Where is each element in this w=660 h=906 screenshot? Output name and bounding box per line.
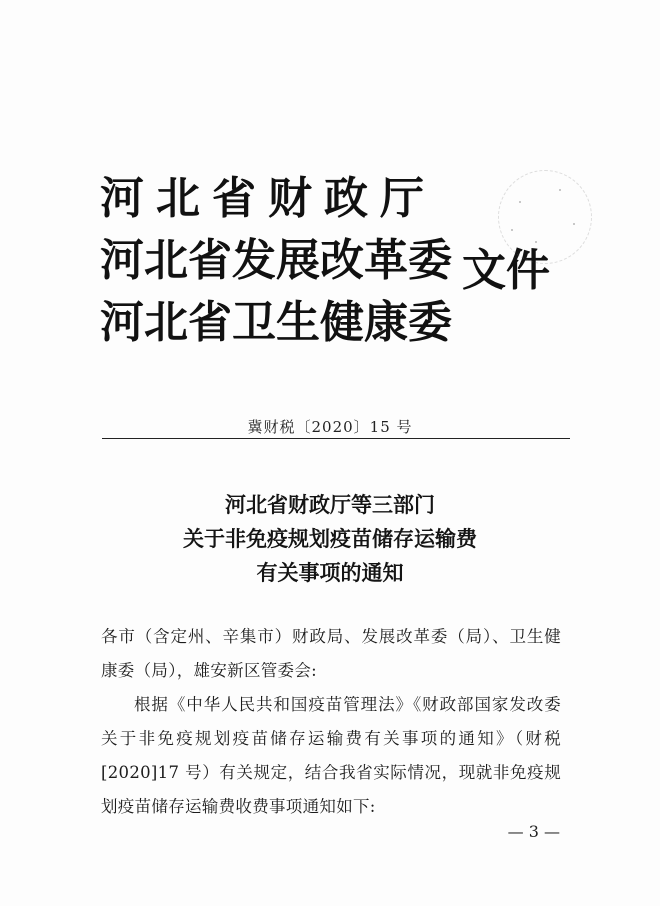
faint-seal-mark bbox=[498, 170, 592, 264]
salutation: 各市（含定州、辛集市）财政局、发展改革委（局）、卫生健康委（局），雄安新区管委会: bbox=[101, 627, 561, 680]
document-number: 冀财税〔2020〕15 号 bbox=[247, 418, 413, 436]
issuer-health-commission: 河北省卫生健康委 bbox=[100, 297, 452, 348]
document-suffix: 文件 bbox=[462, 245, 550, 296]
issuer-list bbox=[100, 168, 452, 354]
notice-title bbox=[0, 488, 660, 590]
notice-body bbox=[101, 620, 561, 824]
issuer-development-reform-commission: 河北省发展改革委 bbox=[100, 235, 452, 286]
title-line-3: 有关事项的通知 bbox=[256, 560, 404, 585]
title-line-1: 河北省财政厅等三部门 bbox=[225, 492, 435, 517]
body-paragraph-1: 根据《中华人民共和国疫苗管理法》《财政部国家发改委关于非免疫规划疫苗储存运输费有关事项的通知》（财税[2020]17 号）有关规定，结合我省实际情况，现就非免疫规划疫苗储存运输费收费事项通知如下: bbox=[101, 695, 561, 816]
header-divider bbox=[102, 438, 570, 439]
issuer-finance-dept: 河北省财政厅 bbox=[100, 173, 436, 224]
page-number: — 3 — bbox=[507, 822, 560, 841]
title-line-2: 关于非免疫规划疫苗储存运输费 bbox=[183, 526, 477, 551]
